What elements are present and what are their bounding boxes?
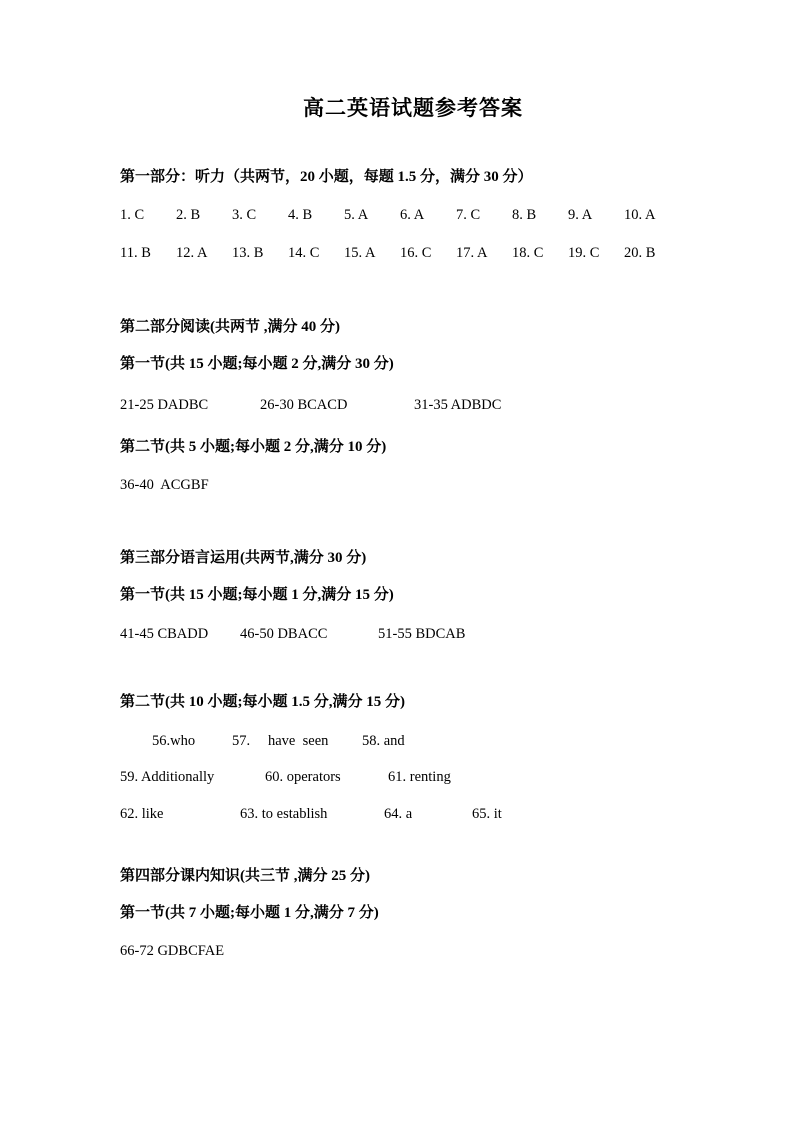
- answer-item: 19. C: [568, 245, 600, 261]
- part2-heading: 第二部分阅读(共两节 ,满分 40 分): [120, 319, 340, 335]
- answer-item: 61. renting: [388, 769, 451, 785]
- part3-sec2-heading: 第二节(共 10 小题;每小题 1.5 分,满分 15 分): [120, 694, 405, 710]
- answer-item: 14. C: [288, 245, 320, 261]
- part1-heading: 第一部分：听力（共两节，20 小题，每题 1.5 分，满分 30 分）: [120, 169, 533, 185]
- answer-item: 2. B: [176, 207, 201, 223]
- answer-item: 12. A: [176, 245, 208, 261]
- part4-sec1-heading: 第一节(共 7 小题;每小题 1 分,满分 7 分): [120, 905, 379, 921]
- part2-sec2-heading: 第二节(共 5 小题;每小题 2 分,满分 10 分): [120, 439, 387, 455]
- answer-group: 26-30 BCACD: [260, 397, 348, 413]
- answer-item: 4. B: [288, 207, 313, 223]
- answer-item: 16. C: [400, 245, 432, 261]
- part3-sec1-heading: 第一节(共 15 小题;每小题 1 分,满分 15 分): [120, 587, 394, 603]
- answer-item: 64. a: [384, 806, 413, 822]
- answer-group: 36-40 ACGBF: [120, 477, 209, 493]
- answer-item: 5. A: [344, 207, 369, 223]
- answer-group: 21-25 DADBC: [120, 397, 209, 413]
- answer-group: 41-45 CBADD: [120, 626, 209, 642]
- answer-item: 65. it: [472, 806, 502, 822]
- part2-sec1-heading: 第一节(共 15 小题;每小题 2 分,满分 30 分): [120, 356, 394, 372]
- answer-item: 6. A: [400, 207, 425, 223]
- answer-group: 31-35 ADBDC: [414, 397, 502, 413]
- page-title: 高二英语试题参考答案: [303, 96, 523, 120]
- part3-heading: 第三部分语言运用(共两节,满分 30 分): [120, 550, 367, 566]
- part4-heading: 第四部分课内知识(共三节 ,满分 25 分): [120, 868, 370, 884]
- answer-item: 56.who: [152, 733, 196, 749]
- answer-item: 13. B: [232, 245, 264, 261]
- answer-item: 11. B: [120, 245, 151, 261]
- answer-item: 3. C: [232, 207, 257, 223]
- answer-item: 57.: [232, 733, 251, 749]
- answer-item: 62. like: [120, 806, 164, 822]
- answer-item: 63. to establish: [240, 806, 328, 822]
- answer-item: 15. A: [344, 245, 376, 261]
- answer-item: 17. A: [456, 245, 488, 261]
- answer-item: 10. A: [624, 207, 656, 223]
- answer-item: have seen: [268, 733, 329, 749]
- answer-item: 1. C: [120, 207, 145, 223]
- answer-item: 8. B: [512, 207, 537, 223]
- answer-item: 59. Additionally: [120, 769, 215, 785]
- answer-item: 7. C: [456, 207, 481, 223]
- answer-item: 9. A: [568, 207, 593, 223]
- answer-group: 51-55 BDCAB: [378, 626, 466, 642]
- answer-item: 20. B: [624, 245, 656, 261]
- answer-item: 58. and: [362, 733, 405, 749]
- answer-item: 60. operators: [265, 769, 341, 785]
- answer-item: 18. C: [512, 245, 544, 261]
- answer-group: 66-72 GDBCFAE: [120, 943, 225, 959]
- answer-group: 46-50 DBACC: [240, 626, 328, 642]
